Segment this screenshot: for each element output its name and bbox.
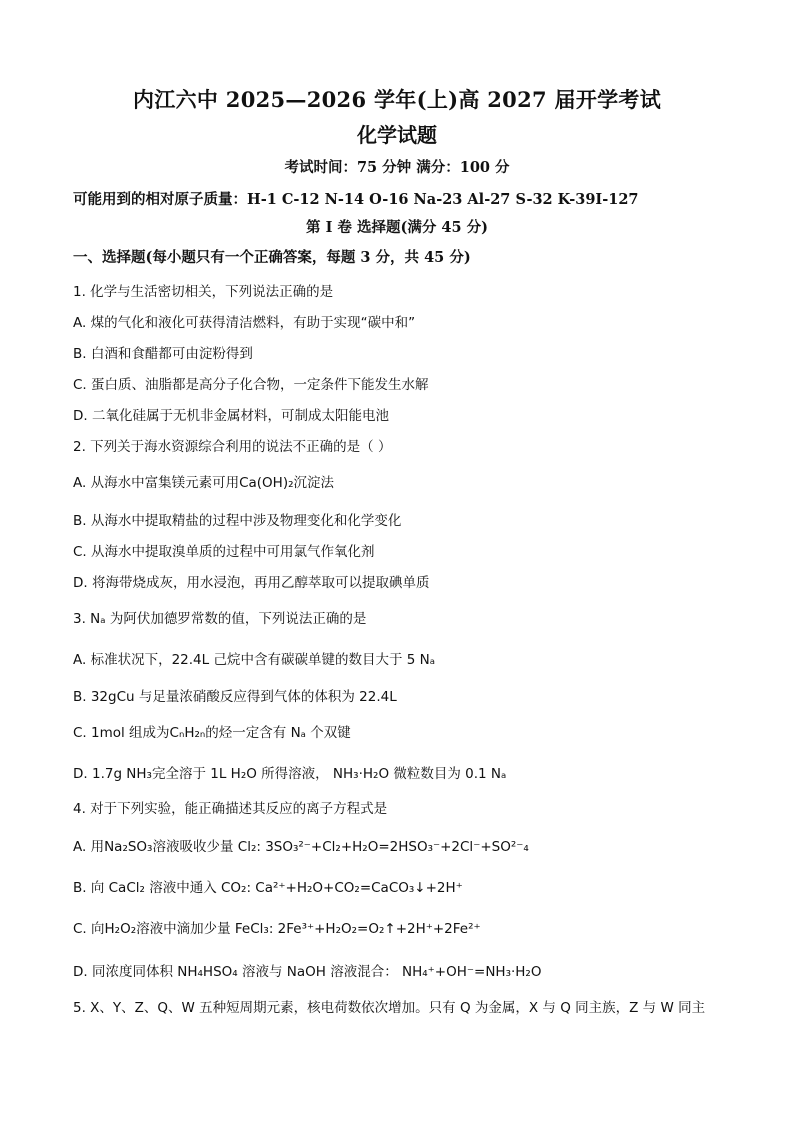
question-3-option-b: B. 32gCu 与足量浓硝酸反应得到气体的体积为 22.4L bbox=[73, 689, 397, 705]
question-stem-1: 1. 化学与生活密切相关，下列说法正确的是 bbox=[73, 284, 334, 300]
question-4-option-c: C. 向H₂O₂溶液中滴加少量 FeCl₃: 2Fe³⁺+H₂O₂=O₂↑+2H⁺+2Fe²⁺ bbox=[73, 921, 481, 937]
exam-subtitle: 化学试题 bbox=[357, 123, 437, 147]
exam-title: 内江六中 2025—2026 学年(上)高 2027 届开学考试 bbox=[132, 87, 662, 112]
question-4-option-d: D. 同浓度同体积 NH₄HSO₄ 溶液与 NaOH 溶液混合： NH₄⁺+OH⁻=NH₃·H₂O bbox=[73, 964, 542, 980]
exam-info: 考试时间：75 分钟 满分：100 分 bbox=[284, 159, 510, 176]
question-1-option-b: B. 白酒和食醋都可由淀粉得到 bbox=[73, 346, 253, 362]
question-3-option-a: A. 标准状况下，22.4L 己烷中含有碳碳单键的数目大于 5 Nₐ bbox=[73, 652, 436, 668]
question-2-option-b: B. 从海水中提取精盐的过程中涉及物理变化和化学变化 bbox=[73, 513, 402, 529]
question-stem-2: 2. 下列关于海水资源综合利用的说法不正确的是（ ） bbox=[73, 439, 392, 455]
section-title: 第 I 卷 选择题(满分 45 分) bbox=[306, 219, 488, 236]
question-1-option-a: A. 煤的气化和液化可获得清洁燃料，有助于实现“碳中和” bbox=[73, 315, 416, 331]
question-3-option-c: C. 1mol 组成为CₙH₂ₙ的烃一定含有 Nₐ 个双键 bbox=[73, 725, 351, 741]
question-2-option-a: A. 从海水中富集镁元素可用Ca(OH)₂沉淀法 bbox=[73, 475, 335, 491]
question-stem-3: 3. Nₐ 为阿伏加德罗常数的值，下列说法正确的是 bbox=[73, 611, 367, 627]
question-2-option-d: D. 将海带烧成灰，用水浸泡，再用乙醇萃取可以提取碘单质 bbox=[73, 575, 430, 591]
question-4-option-a: A. 用Na₂SO₃溶液吸收少量 Cl₂: 3SO₃²⁻+Cl₂+H₂O=2HSO₃⁻+2Cl⁻+SO²⁻₄ bbox=[73, 839, 529, 855]
atomic-masses: 可能用到的相对原子质量：H-1 C-12 N-14 O-16 Na-23 Al-27 S-32 K-39I-127 bbox=[73, 191, 639, 208]
section-heading: 一、选择题(每小题只有一个正确答案，每题 3 分，共 45 分) bbox=[73, 249, 471, 266]
question-1-option-c: C. 蛋白质、油脂都是高分子化合物，一定条件下能发生水解 bbox=[73, 377, 429, 393]
question-1-option-d: D. 二氧化硅属于无机非金属材料，可制成太阳能电池 bbox=[73, 408, 389, 424]
question-4-option-b: B. 向 CaCl₂ 溶液中通入 CO₂: Ca²⁺+H₂O+CO₂=CaCO₃↓+2H⁺ bbox=[73, 880, 463, 896]
question-stem-5: 5. X、Y、Z、Q、W 五种短周期元素，核电荷数依次增加。只有 Q 为金属，X 与 Q 同主族，Z 与 W 同主 bbox=[73, 1000, 706, 1016]
question-3-option-d: D. 1.7g NH₃完全溶于 1L H₂O 所得溶液， NH₃·H₂O 微粒数目为 0.1 Nₐ bbox=[73, 766, 507, 782]
question-stem-4: 4. 对于下列实验，能正确描述其反应的离子方程式是 bbox=[73, 801, 388, 817]
question-2-option-c: C. 从海水中提取溴单质的过程中可用氯气作氧化剂 bbox=[73, 544, 375, 560]
